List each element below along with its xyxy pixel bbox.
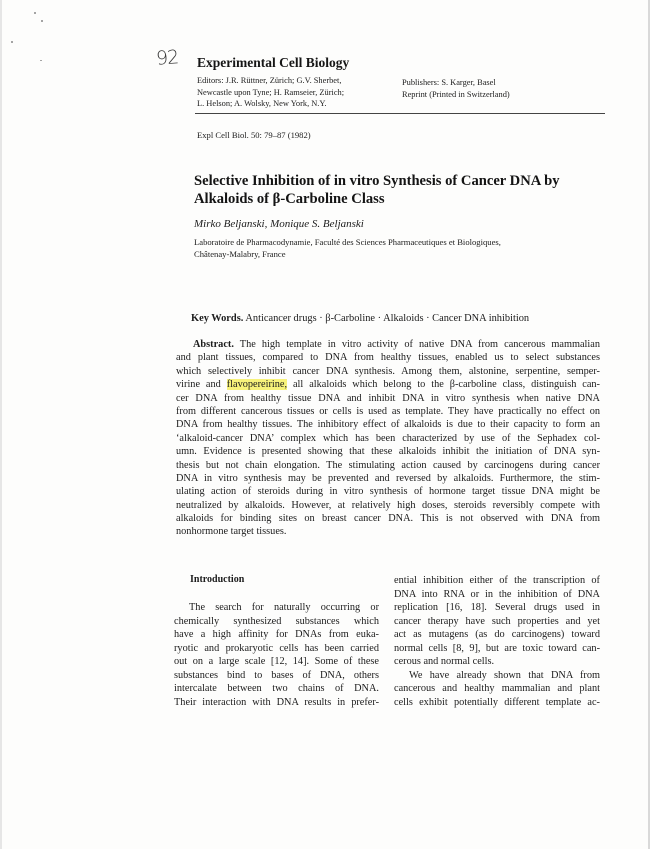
abstract-line: and plant tissues, compared to DNA from healthy tissues, enabled us to select substances xyxy=(176,352,600,364)
section-heading-introduction: Introduction xyxy=(190,574,245,585)
body-line: We have already shown that DNA from xyxy=(409,669,600,681)
abstract-line: umn. Evidence is presented showing that these alkaloids inhibit the initiation of DNA syn- xyxy=(176,446,600,458)
body-line: cerous and normal cells. xyxy=(394,656,495,667)
column-left xyxy=(174,601,379,709)
abstract-line: which selectively inhibit cancer DNA synthesis. Among them, alstonine, serpentine, semper- xyxy=(176,365,600,377)
abstract xyxy=(176,338,600,539)
journal-title: Experimental Cell Biology xyxy=(197,55,350,70)
publishers-line: Publishers: S. Karger, Basel xyxy=(402,78,496,87)
abstract-line: alkaloids for binding sites on breast cancer DNA. This is not observed with DNA from xyxy=(176,513,600,525)
affiliation-line: Châtenay-Malabry, France xyxy=(194,248,286,259)
publishers-block xyxy=(402,77,510,100)
keywords xyxy=(191,313,529,324)
abstract-line xyxy=(176,378,600,391)
column-right xyxy=(394,574,600,709)
body-line: substances bind to bases of DNA, others xyxy=(174,669,379,681)
editors-block xyxy=(197,75,397,110)
body-line: replication [16, 18]. Several drugs used in xyxy=(394,602,600,613)
scan-speck xyxy=(34,12,36,14)
handwritten-page-number: 92 xyxy=(155,46,179,70)
abstract-line: neutralized by alkaloids. However, at relatively high doses, steroids reversibly compete with xyxy=(176,499,600,511)
abstract-line xyxy=(176,338,600,351)
abstract-line: nonhormone target tissues. xyxy=(176,526,287,538)
body-line: normal cells [8, 9], but are toxic toward can- xyxy=(394,642,600,654)
body-line: ential inhibition either of the transcription of xyxy=(394,575,600,586)
body-line: act as mutagens (as do carcinogens) toward xyxy=(394,629,600,640)
abstract-line: thesis but not chain elongation. The stimulating action caused by carcinogens during cancer xyxy=(176,459,600,471)
abstract-line: from different cancerous tissues or cells is used as template. They have practically no effect on xyxy=(176,405,600,417)
abstract-text: all alkaloids which belong to the β-carboline class, distinguish can- xyxy=(287,379,600,391)
abstract-line: DNA from healthy tissues. The inhibitory effect of alkaloids is due to their capacity to form an xyxy=(176,419,600,431)
publishers-line: Reprint (Printed in Switzerland) xyxy=(402,89,510,99)
highlighted-word: flavopereirine, xyxy=(226,379,288,391)
abstract-line: ulating action of steroids during in vitro synthesis of hormone target tissue DNA might be xyxy=(176,486,600,498)
editors-line: L. Helson; A. Wolsky, New York, N.Y. xyxy=(197,99,327,109)
body-line: Their interaction with DNA results in prefer- xyxy=(174,696,379,708)
body-line: cancer therapy have such properties and yet xyxy=(394,615,600,627)
abstract-text: The high template in vitro activity of native DNA from cancerous mammalian xyxy=(239,339,600,350)
scan-speck xyxy=(11,41,13,43)
body-line: DNA into RNA or in the inhibition of DNA xyxy=(394,588,600,600)
abstract-text: virine and xyxy=(176,379,227,391)
body-line: out on a large scale [12, 14]. Some of these xyxy=(174,656,379,667)
body-line: chemically synthesized substances which xyxy=(174,615,379,627)
article-title-line: Alkaloids of β-Carboline Class xyxy=(194,191,385,207)
abstract-label: Abstract. xyxy=(193,339,234,350)
authors: Mirko Beljanski, Monique S. Beljanski xyxy=(194,218,364,230)
keywords-label: Key Words. xyxy=(191,313,244,324)
body-line: cells exhibit potentially different template ac- xyxy=(394,696,600,708)
affiliation xyxy=(194,237,501,260)
editors-line: Newcastle upon Tyne; H. Ramseier, Zürich; xyxy=(197,87,345,97)
citation: Expl Cell Biol. 50: 79–87 (1982) xyxy=(197,130,311,140)
article-title xyxy=(194,172,614,208)
body-line: have a high affinity for DNAs from euka- xyxy=(174,629,379,640)
keywords-text: Anticancer drugs · β-Carboline · Alkaloids · Cancer DNA inhibition xyxy=(245,313,530,324)
body-line: intercalate between two chains of DNA. xyxy=(174,683,379,694)
scan-speck xyxy=(41,20,43,22)
article-title-line: Selective Inhibition of in vitro Synthesis of Cancer DNA by xyxy=(194,173,560,189)
scan-speck xyxy=(40,60,42,61)
editors-line: Editors: J.R. Rüttner, Zürich; G.V. Sherbet, xyxy=(197,76,342,85)
body-line: The search for naturally occurring or xyxy=(189,602,379,613)
abstract-line: cer DNA from healthy tissue DNA and inhibit DNA in vitro synthesis when native DNA xyxy=(176,392,600,404)
header-rule xyxy=(195,113,605,114)
page-edge-left xyxy=(0,0,2,849)
body-line: ryotic and prokaryotic cells has been carried xyxy=(174,642,379,654)
abstract-line: ‘alkaloid-cancer DNA’ complex which has been characterized by use of the Sephadex col- xyxy=(176,432,600,444)
abstract-line: DNA in vitro synthesis may be prevented and reversed by alkaloids. Furthermore, the stim- xyxy=(176,472,600,484)
body-line: cancerous and healthy mammalian and plant xyxy=(394,683,600,694)
affiliation-line: Laboratoire de Pharmacodynamie, Faculté des Sciences Pharmaceutiques et Biologiques, xyxy=(194,237,501,247)
